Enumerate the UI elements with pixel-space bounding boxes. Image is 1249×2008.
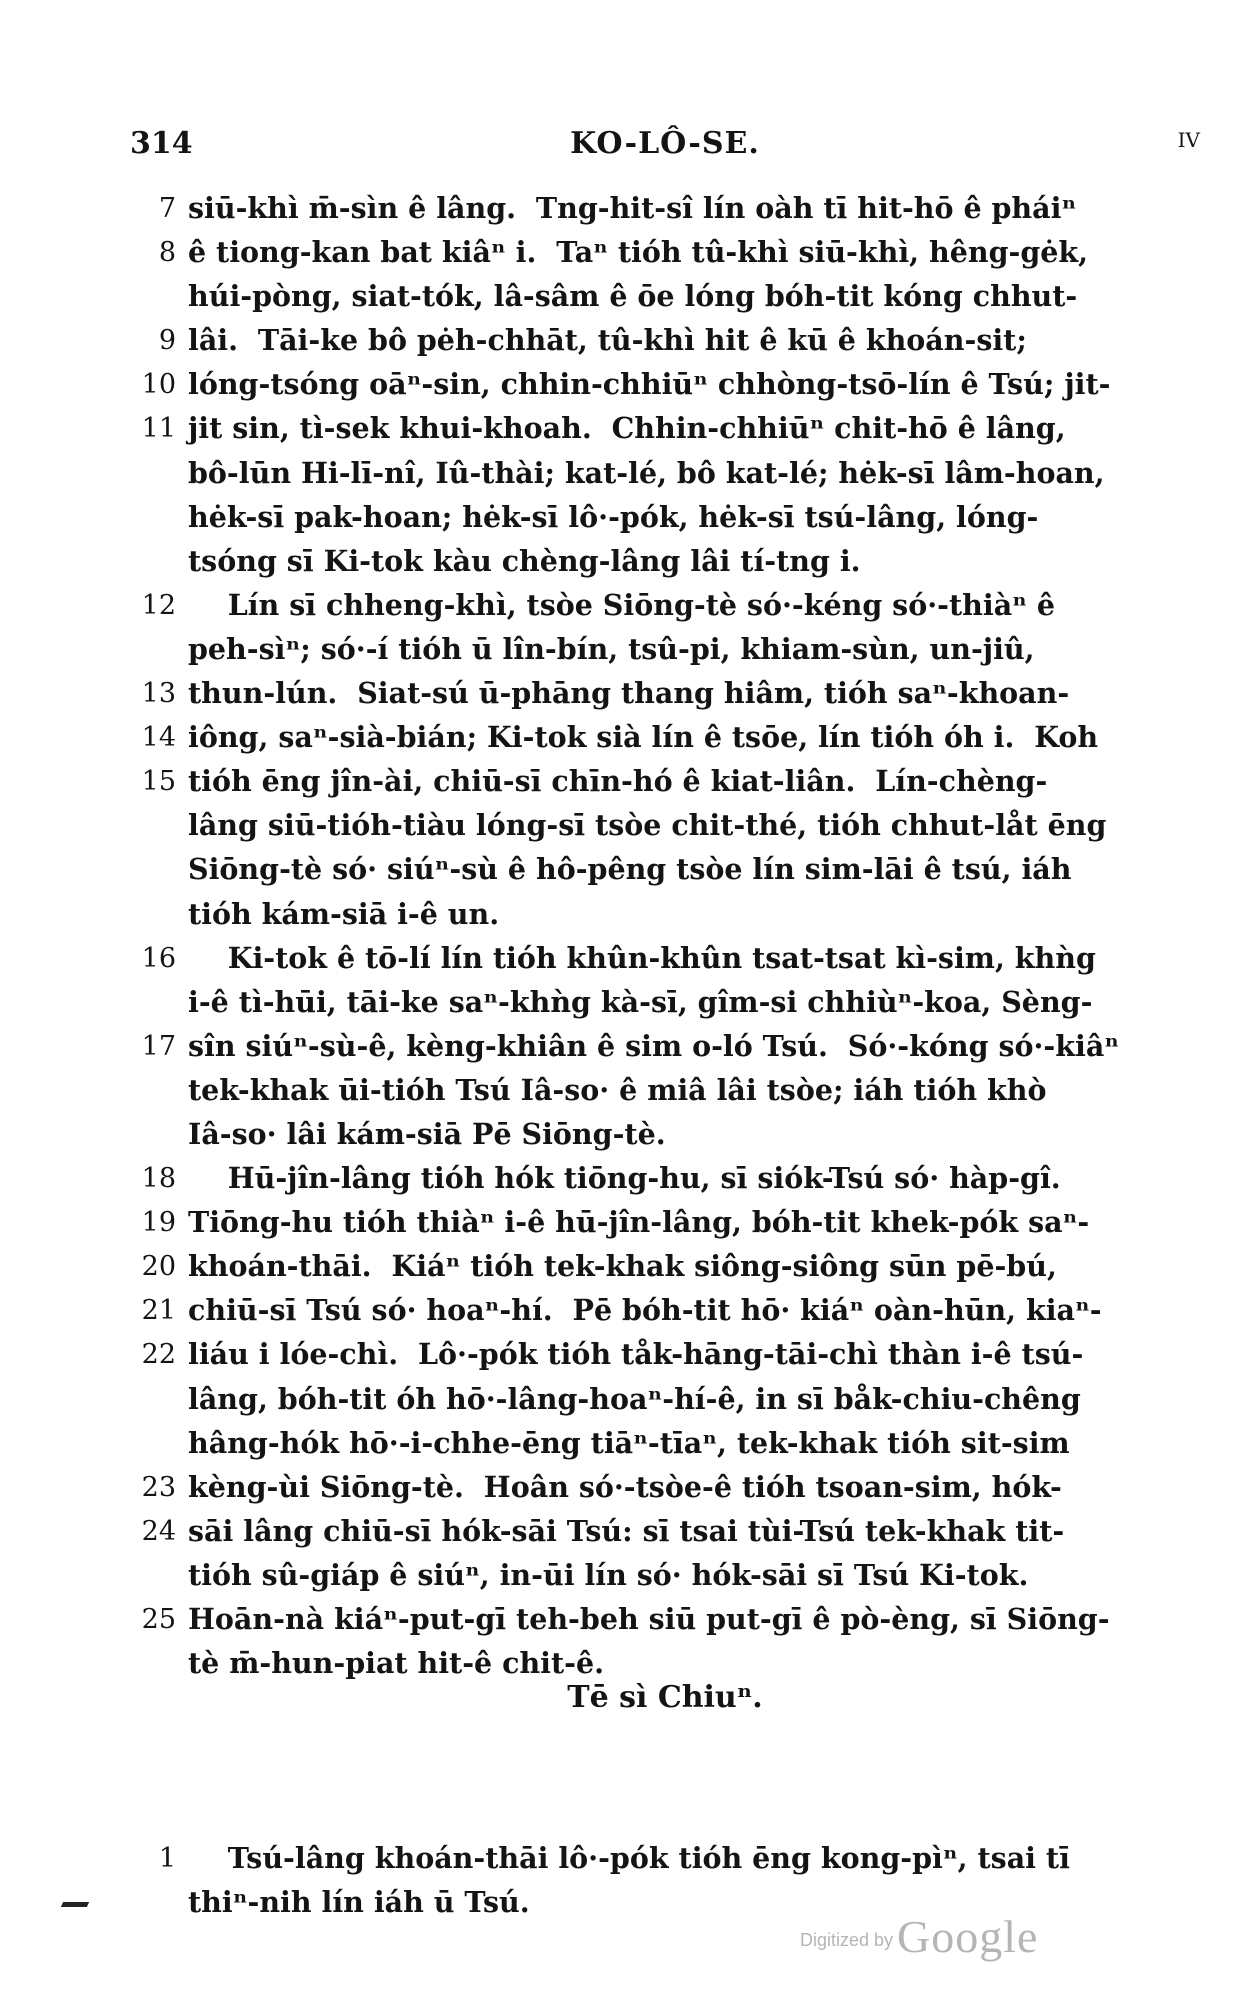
text-line bbox=[130, 497, 1200, 541]
line-text: thiⁿ-nih lín iáh ū Tsú. bbox=[188, 1885, 530, 1920]
running-title: KO-LÔ-SE. bbox=[570, 126, 760, 161]
next-chapter-text bbox=[130, 1838, 1200, 1926]
text-line bbox=[130, 232, 1200, 276]
text-line bbox=[130, 761, 1200, 805]
verse-number: 9 bbox=[158, 325, 176, 357]
line-text: iông, saⁿ-sià-bián; Ki-tok sià lín ê tsōe, lín tióh óh i. Koh bbox=[188, 720, 1099, 755]
line-text: tióh kám-siā i-ê un. bbox=[188, 896, 500, 931]
text-line bbox=[130, 849, 1200, 893]
chapter-text bbox=[130, 188, 1200, 1687]
verse-number: 21 bbox=[141, 1295, 176, 1327]
verse-number: 14 bbox=[141, 722, 176, 754]
verse-number: 22 bbox=[141, 1339, 176, 1371]
ink-mark bbox=[61, 1902, 89, 1907]
text-line bbox=[130, 1599, 1200, 1643]
text-line bbox=[130, 1158, 1200, 1202]
text-line bbox=[130, 541, 1200, 585]
text-line bbox=[130, 1290, 1200, 1334]
text-line bbox=[130, 1467, 1200, 1511]
verse-number: 1 bbox=[158, 1843, 176, 1874]
verse-number: 25 bbox=[141, 1604, 176, 1635]
line-text: Hū-jîn-lâng tióh hók tiōng-hu, sī siók-Tsú só· hàp-gî. bbox=[188, 1161, 1061, 1196]
line-text: Ki-tok ê tō-lí lín tióh khûn-khûn tsat-tsat kì-sim, khǹg bbox=[188, 940, 1096, 975]
line-text: liáu i lóe-chì. Lô·-pók tióh tåk-hāng-tāi-chì thàn i-ê tsú- bbox=[188, 1337, 1084, 1372]
line-text: ê tiong-kan bat kiâⁿ i. Taⁿ tióh tû-khì siū-khì, hêng-gėk, bbox=[188, 235, 1089, 270]
line-text: lâng, bóh-tit óh hō·-lâng-hoaⁿ-hí-ê, in sī båk-chiu-chêng bbox=[188, 1381, 1081, 1416]
verse-number: 11 bbox=[141, 413, 176, 445]
text-line bbox=[130, 364, 1200, 408]
text-line bbox=[130, 1246, 1200, 1290]
line-text: tsóng sī Ki-tok kàu chèng-lâng lâi tí-tng i. bbox=[188, 543, 861, 578]
section-title: Tē sì Chiuⁿ. bbox=[567, 1680, 763, 1715]
line-text: tè m̄-hun-piat hit-ê chit-ê. bbox=[188, 1646, 605, 1681]
text-line bbox=[130, 408, 1200, 452]
line-text: jit sin, tì-sek khui-khoah. Chhin-chhiūⁿ chit-hō ê lâng, bbox=[188, 411, 1066, 446]
verse-number: 10 bbox=[141, 369, 176, 401]
line-text: húi-pòng, siat-tók, lâ-sâm ê ōe lóng bóh-tit kóng chhut- bbox=[188, 279, 1078, 314]
text-line bbox=[130, 673, 1200, 717]
line-text: lâi. Tāi-ke bô pėh-chhāt, tû-khì hit ê kū ê khoán-sit; bbox=[188, 323, 1027, 358]
line-text: lâng siū-tióh-tiàu lóng-sī tsòe chit-thé, tióh chhut-låt ēng bbox=[188, 808, 1107, 843]
text-line bbox=[130, 894, 1200, 938]
line-text: hâng-hók hō·-i-chhe-ēng tiāⁿ-tīaⁿ, tek-khak tióh sit-sim bbox=[188, 1425, 1070, 1460]
line-text: tek-khak ūi-tióh Tsú Iâ-so· ê miâ lâi tsòe; iáh tióh khò bbox=[188, 1072, 1047, 1107]
chapter-number: IV bbox=[1177, 128, 1200, 152]
text-line bbox=[130, 805, 1200, 849]
text-line bbox=[130, 1026, 1200, 1070]
digitized-by-label: Digitized by bbox=[800, 1930, 894, 1950]
text-line bbox=[130, 320, 1200, 364]
line-text: hėk-sī pak-hoan; hėk-sī lô·-pók, hėk-sī tsú-lâng, lóng- bbox=[188, 499, 1039, 534]
line-text: Siōng-tè só· siúⁿ-sù ê hô-pêng tsòe lín sim-lāi ê tsú, iáh bbox=[188, 852, 1072, 887]
line-text: lóng-tsóng oāⁿ-sin, chhin-chhiūⁿ chhòng-tsō-lín ê Tsú; jit- bbox=[188, 367, 1111, 402]
line-text: Iâ-so· lâi kám-siā Pē Siōng-tè. bbox=[188, 1116, 666, 1151]
text-line bbox=[130, 276, 1200, 320]
line-text: bô-lūn Hi-lī-nî, Iû-thài; kat-lé, bô kat-lé; hėk-sī lâm-hoan, bbox=[188, 455, 1105, 490]
verse-number: 20 bbox=[141, 1251, 176, 1283]
verse-number: 19 bbox=[141, 1207, 176, 1239]
line-text: sîn siúⁿ-sù-ê, kèng-khiân ê sim o-ló Tsú. Só·-kóng só·-kiâⁿ bbox=[188, 1028, 1120, 1063]
verse-number: 15 bbox=[141, 766, 176, 798]
text-line bbox=[130, 1070, 1200, 1114]
text-line bbox=[130, 1379, 1200, 1423]
digitized-watermark bbox=[800, 1910, 1038, 1963]
text-line bbox=[130, 1511, 1200, 1555]
verse-number: 16 bbox=[141, 942, 176, 974]
text-line bbox=[130, 585, 1200, 629]
text-line bbox=[130, 1423, 1200, 1467]
text-line bbox=[130, 938, 1200, 982]
verse-number: 17 bbox=[141, 1030, 176, 1062]
text-line bbox=[130, 1202, 1200, 1246]
verse-number: 8 bbox=[158, 237, 176, 269]
text-line bbox=[130, 717, 1200, 761]
verse-number: 23 bbox=[141, 1471, 176, 1503]
line-text: tióh sû-giáp ê siúⁿ, in-ūi lín só· hók-sāi sī Tsú Ki-tok. bbox=[188, 1557, 1029, 1592]
google-logo: Google bbox=[897, 1911, 1039, 1962]
line-text: tióh ēng jîn-ài, chiū-sī chīn-hó ê kiat-liân. Lín-chèng- bbox=[188, 764, 1048, 799]
page-number: 314 bbox=[130, 126, 193, 161]
line-text: Tiōng-hu tióh thiàⁿ i-ê hū-jîn-lâng, bóh-tit khek-pók saⁿ- bbox=[188, 1205, 1090, 1240]
text-line bbox=[130, 1882, 1200, 1926]
line-text: kèng-ùi Siōng-tè. Hoân só·-tsòe-ê tióh tsoan-sim, hók- bbox=[188, 1469, 1062, 1504]
line-text: thun-lún. Siat-sú ū-phāng thang hiâm, tióh saⁿ-khoan- bbox=[188, 676, 1070, 711]
verse-number: 7 bbox=[158, 193, 176, 224]
text-line bbox=[130, 1838, 1200, 1882]
line-text: khoán-thāi. Kiáⁿ tióh tek-khak siông-siông sūn pē-bú, bbox=[188, 1249, 1057, 1284]
text-line bbox=[130, 982, 1200, 1026]
verse-number: 18 bbox=[141, 1163, 176, 1195]
text-line bbox=[130, 453, 1200, 497]
verse-number: 24 bbox=[141, 1515, 176, 1547]
text-line bbox=[130, 629, 1200, 673]
line-text: siū-khì m̄-sìn ê lâng. Tng-hit-sî lín oàh tī hit-hō ê pháiⁿ bbox=[188, 191, 1077, 225]
line-text: Lín sī chheng-khì, tsòe Siōng-tè só·-kéng só·-thiàⁿ ê bbox=[188, 587, 1056, 622]
verse-number: 12 bbox=[141, 589, 176, 621]
running-header bbox=[130, 118, 1200, 166]
text-line bbox=[130, 1555, 1200, 1599]
line-text: Tsú-lâng khoán-thāi lô·-pók tióh ēng kong-pìⁿ, tsai tī bbox=[188, 1841, 1070, 1875]
text-line bbox=[130, 1114, 1200, 1158]
line-text: i-ê tì-hūi, tāi-ke saⁿ-khǹg kà-sī, gîm-si chhiùⁿ-koa, Sèng- bbox=[188, 984, 1093, 1019]
line-text: peh-sìⁿ; só·-í tióh ū lîn-bín, tsû-pi, khiam-sùn, un-jiû, bbox=[188, 631, 1035, 666]
line-text: sāi lâng chiū-sī hók-sāi Tsú: sī tsai tùi-Tsú tek-khak tit- bbox=[188, 1513, 1065, 1548]
verse-number: 13 bbox=[141, 678, 176, 710]
text-line bbox=[130, 188, 1200, 232]
text-line bbox=[130, 1334, 1200, 1378]
line-text: Hoān-nà kiáⁿ-put-gī teh-beh siū put-gī ê pò-èng, sī Siōng- bbox=[188, 1602, 1110, 1636]
line-text: chiū-sī Tsú só· hoaⁿ-hí. Pē bóh-tit hō· kiáⁿ oàn-hūn, kiaⁿ- bbox=[188, 1293, 1102, 1328]
